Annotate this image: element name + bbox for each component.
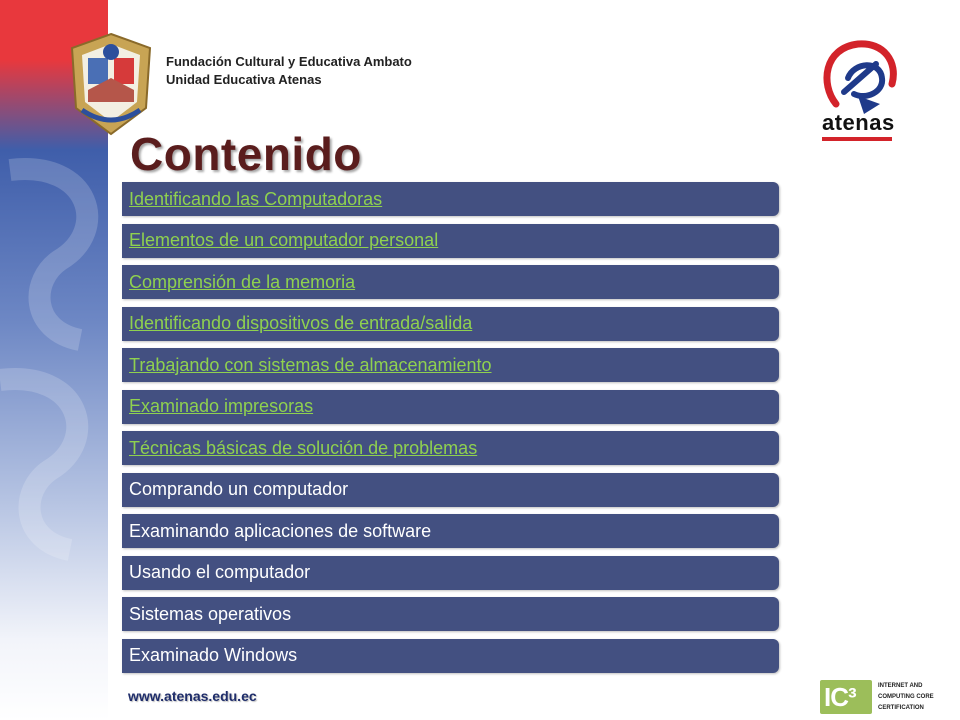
menu-item-link[interactable]: Identificando las Computadoras xyxy=(129,188,383,209)
atenas-logo-text: atenas xyxy=(822,110,895,135)
menu-item-link[interactable]: Trabajando con sistemas de almacenamiento xyxy=(129,354,492,375)
menu-item-comprando-computador xyxy=(122,473,779,507)
menu-item-impresoras[interactable] xyxy=(122,390,779,424)
menu-item-elementos-computador[interactable] xyxy=(122,224,779,258)
menu-item-solucion-problemas[interactable] xyxy=(122,431,779,465)
website-url: www.atenas.edu.ec xyxy=(128,688,257,704)
institution-name: Fundación Cultural y Educativa Ambato xyxy=(166,54,412,69)
menu-item-examinado-windows xyxy=(122,639,779,673)
ic3-caption-line: CERTIFICATION xyxy=(878,705,924,711)
ic3-caption-line: INTERNET AND xyxy=(878,683,923,689)
background-watermark-icon xyxy=(0,150,108,570)
ic3-caption-line: COMPUTING CORE xyxy=(878,694,934,700)
menu-item-comprension-memoria[interactable] xyxy=(122,265,779,299)
menu-item-label: Examinado Windows xyxy=(129,645,298,665)
ic3-logo-mark: IC³ xyxy=(824,682,856,712)
menu-item-usando-computador xyxy=(122,556,779,590)
crest-logo-icon xyxy=(66,30,156,138)
menu-item-label: Usando el computador xyxy=(129,562,311,582)
menu-item-sistemas-operativos xyxy=(122,597,779,631)
ic3-logo-icon xyxy=(820,678,940,718)
menu-item-link[interactable]: Técnicas básicas de solución de problemas xyxy=(129,437,478,458)
menu-item-sistemas-almacenamiento[interactable] xyxy=(122,348,779,382)
menu-item-label: Examinando aplicaciones de software xyxy=(129,520,432,541)
school-name: Unidad Educativa Atenas xyxy=(166,72,322,87)
menu-item-label: Comprando un computador xyxy=(129,479,349,499)
menu-item-link[interactable]: Comprensión de la memoria xyxy=(129,271,356,292)
menu-item-identificando-computadoras[interactable] xyxy=(122,182,779,216)
ic3-logo-caption xyxy=(878,681,934,714)
contents-menu xyxy=(122,182,779,680)
menu-item-link[interactable]: Examinado impresoras xyxy=(129,396,314,416)
menu-item-link[interactable]: Elementos de un computador personal xyxy=(129,230,439,250)
menu-item-link[interactable]: Identificando dispositivos de entrada/salida xyxy=(129,313,473,333)
slide-title: Contenido xyxy=(130,128,362,180)
menu-item-label: Sistemas operativos xyxy=(129,603,292,624)
atenas-logo-rule xyxy=(822,137,892,141)
menu-item-dispositivos-entrada-salida[interactable] xyxy=(122,307,779,341)
menu-item-aplicaciones-software xyxy=(122,514,779,548)
